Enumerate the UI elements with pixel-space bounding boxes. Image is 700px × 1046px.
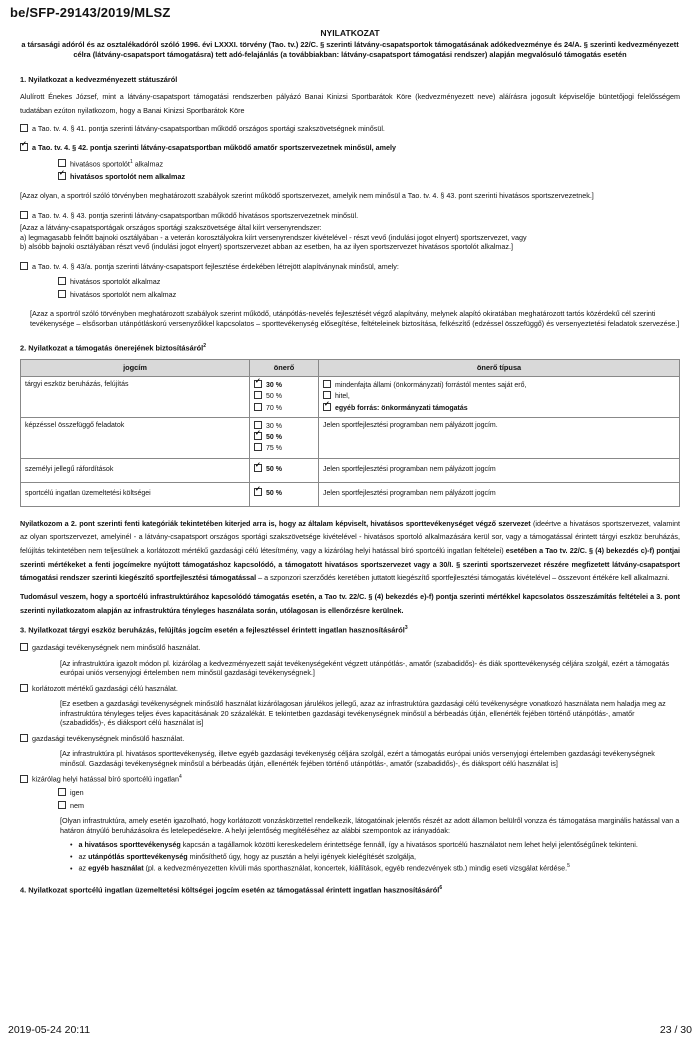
footnote-1-ref: 1: [129, 158, 133, 165]
usage-note-a: [Az infrastruktúra igazolt módon pl. kizárólag a kedvezményezett saját tevékenységeként végzett utánpótlás-, amatőr (szabadidős)- és diák sporttevékenység céljára szolgál, ezért a támogatás európai uniós versenyjogi értelemben nem minősül gazdasági tevékenységnek.]: [60, 658, 670, 678]
usage-note-d: [60, 816, 680, 873]
bullet-3-text: (pl. a kedvezményezetten kívüli más sporthasználat, koncertek, kiállítások, egyéb rendezvények stb.) mindig eseti vizsgálat kérdése.: [143, 863, 568, 873]
usage-option-b-label: korlátozott mértékű gazdasági célú használat.: [32, 683, 178, 693]
status-option-2-label: a Tao. tv. 4. § 42. pontja szerinti látvány-csapatsportban működő amatőr sportszervezetnek minősül, amely: [32, 143, 397, 153]
checkbox-empty-icon[interactable]: [20, 211, 28, 219]
table-cell-onero: [250, 377, 319, 418]
local-impact-yes[interactable]: [58, 788, 680, 798]
status-option-2[interactable]: [20, 143, 680, 153]
table-cell-onero-tipusa: [319, 377, 680, 418]
table-row: [21, 377, 680, 418]
checkbox-empty-icon[interactable]: [254, 421, 262, 429]
usage-option-d-label: kizárólag helyi hatással bíró sportcélú ingatlan: [32, 774, 180, 784]
usage-option-c-label: gazdasági tevékenységnek minősülő használat.: [32, 733, 185, 743]
usage-option-d[interactable]: [20, 774, 680, 784]
footnote-4-ref: 4: [179, 774, 182, 781]
checkbox-empty-icon[interactable]: [20, 734, 28, 742]
usage-note-d-text: [Olyan infrastruktúra, amely esetén igazolható, hogy korlátozott vonzáskörzettel rendelkezik, látogatóinak jelentős részét az adott államon belülről vonzza és támogatása marginális hatással van a határon átnyúló beruházásokra és letelepedésekre. A helyi jelentőség megítéléséhez az alábbi szempontok az irányadóak:: [60, 816, 680, 835]
checkbox-empty-icon[interactable]: [58, 788, 66, 796]
status-option-2a-tail: alkalmaz: [132, 159, 164, 169]
table-row: [21, 482, 680, 506]
usage-option-c[interactable]: [20, 734, 680, 744]
status-option-4[interactable]: [20, 262, 680, 272]
checkbox-empty-icon[interactable]: [20, 124, 28, 132]
section-2-paragraph-2: Tudomásul veszem, hogy a sportcélú infrastruktúrához kapcsolódó támogatás esetén, a Tao tv. 22/C. § (4) bekezdés e)-f) pontja szerinti mértékkel kapcsolatos összeszámítás feltételei a 3. pont szerinti nyilatkozatom alapján az infrastruktúra tényleges használata során, utólagosan is ellenőrzésre kerülnek.: [20, 591, 680, 615]
checkbox-empty-icon[interactable]: [323, 391, 331, 399]
onero-option[interactable]: [254, 391, 314, 401]
para1-text-b: (ideértve a hivatásos sportszervezet, valamint az olyan sportszervezet, amelyinél - a látvány-csapatsport országos sportági szakszövetsége kivételével - hivatásos sportoló alkalmazására kerül sor, vagy a támogatással érintett tárgyi eszköz beruházás, felújítás tekintetében nem teljesülnek a korlátozott mértékű gazdasági célú létesítmény, vagy a kizárólag helyi hatással bíró sportcélú ingatlan feltételei): [20, 518, 680, 555]
table-cell-onero-tipusa: Jelen sportfejlesztési programban nem pályázott jogcím: [319, 482, 680, 506]
onero-type-label: egyéb forrás: önkormányzati támogatás: [335, 404, 468, 412]
local-impact-no[interactable]: [58, 801, 680, 811]
table-cell-onero-tipusa: Jelen sportfejlesztési programban nem pályázott jogcím: [319, 458, 680, 482]
status-option-1-label: a Tao. tv. 4. § 41. pontja szerinti látvány-csapatsportban működő országos sportági szakszövetségnek minősül.: [32, 123, 385, 133]
status-note-3-line1: [Azaz a látvány-csapatsportágak országos sportági szakszövetsége által kiírt versenyrendszer:: [20, 223, 322, 233]
onero-option-label: 30 %: [266, 382, 282, 390]
checkbox-checked-icon[interactable]: [20, 143, 28, 151]
onero-type-label: hitel,: [335, 393, 350, 401]
bullet-2-bold: utánpótlás sporttevékenység: [88, 851, 188, 861]
title-main: NYILATKOZAT: [320, 28, 380, 38]
footnote-3-ref: 3: [404, 625, 408, 632]
status-option-2b[interactable]: [58, 172, 680, 182]
table-cell-onero: [250, 417, 319, 458]
onero-option-label: 30 %: [266, 422, 282, 430]
status-option-4a-label: hivatásos sportolót alkalmaz: [70, 277, 161, 287]
section-3-heading-text: 3. Nyilatkozat tárgyi eszköz beruházás, felújítás jogcím esetén a fejlesztéssel érintett ingatlan hasznosításáról: [20, 625, 405, 635]
onero-type-label: mindenfajta állami (önkormányzati) forrástól mentes saját erő,: [335, 382, 527, 390]
section-4-heading-text: 4. Nyilatkozat sportcélú ingatlan üzemeltetési költségei jogcím esetén az támogatással érintett ingatlan hasznosításáról: [20, 885, 440, 895]
status-note-4: [Azaz a sportról szóló törvényben meghatározott szabályok szerint működő, utánpótlás-nevelés fejlesztését végző alapítvány, melynek alapító okiratában meghatározott tartós közérdekű cél szerinti tevékenysége – elsősorban utánpótláskorú versenyzőkkel kapcsolatos – sporttevékenység elősegítése, feltételeinek biztosítása, felkészítő (edzéssel összefüggő) és versenyeztetési feladatok szervezése.]: [30, 309, 680, 328]
section-2-heading-text: 2. Nyilatkozat a támogatás önerejének biztosításáról: [20, 343, 204, 353]
table-cell-jogcim: képzéssel összefüggő feladatok: [21, 417, 250, 458]
onero-option[interactable]: [254, 464, 314, 474]
bullet-1-text: kapcsán a tagállamok közötti kereskedelem érintettsége fennáll, így a hivatásos sportcélú használatot nem lehet helyi jelentőségűnek tekinteni.: [180, 840, 638, 850]
checkbox-empty-icon[interactable]: [20, 684, 28, 692]
usage-option-b[interactable]: [20, 684, 680, 694]
onero-option[interactable]: [254, 421, 314, 431]
table-cell-onero-tipusa: Jelen sportfejlesztési programban nem pályázott jogcím.: [319, 417, 680, 458]
status-option-2a-label: hivatásos sportolót: [70, 159, 130, 169]
footnote-6-ref: 6: [439, 885, 443, 892]
local-impact-yes-label: igen: [70, 788, 84, 798]
onero-option-label: 50 %: [266, 434, 282, 442]
table-row: [21, 417, 680, 458]
title-subtitle: a társasági adóról és az osztalékadóról szóló 1996. évi LXXXI. törvény (Tao. tv.) 22/C. § szerinti látvány-csapatsportok támogatásának adókedvezménye és 24/A. § szerinti kedvezményezett célra (látvány-csapatsport támogatásra) tett adó-felajánlás (a továbbiakban: látvány-csapatsport támogatási rendszer) alapján megvalósuló támogatás esetén: [21, 40, 679, 59]
para1-bold-c: esetében a Tao tv. 22/C. § (4) bekezdés c)-f) pontjai szerinti mértékeket a fenti jogcímekre nyújtott támogatáshoz kapcsolódó, a támogatott hivatásos sportszervezet vagy a 30/I. § szerinti sportszervezet részére megfizetett látvány-csapatsport támogatási rendszer szerinti kiegészítő sportfejlesztési támogatással: [20, 545, 680, 583]
status-option-2a[interactable]: [58, 159, 680, 169]
own-resource-table: [20, 359, 680, 506]
checkbox-empty-icon[interactable]: [323, 380, 331, 388]
status-option-2b-label: hivatásos sportolót nem alkalmaz: [70, 171, 186, 181]
checkbox-empty-icon[interactable]: [20, 643, 28, 651]
usage-option-a-label: gazdasági tevékenységnek nem minősülő használat.: [32, 643, 201, 653]
page-number: 23 / 30: [659, 1024, 692, 1036]
status-note-1: [Azaz olyan, a sportról szóló törvényben meghatározott szabályok szerint működő sportszervezet, amelyik nem minősül a Tao. tv. 4. § 43. pont szerinti hivatásos sportszervezetnek.]: [20, 191, 594, 201]
onero-option[interactable]: [254, 403, 314, 413]
onero-option-label: 50 %: [266, 393, 282, 401]
onero-type-option[interactable]: [323, 391, 675, 401]
section-4-heading: [20, 885, 680, 895]
column-header-onero: önerő: [250, 360, 319, 377]
checkbox-checked-icon[interactable]: [254, 380, 262, 388]
table-cell-jogcim: sportcélú ingatlan üzemeltetési költségei: [21, 482, 250, 506]
checkbox-checked-icon[interactable]: [254, 464, 262, 472]
checkbox-checked-icon[interactable]: [254, 432, 262, 440]
status-option-4-label: a Tao. tv. 4. § 43/a. pontja szerinti látvány-csapatsport fejlesztése érdekében létrejött alapítványnak minősül, amely:: [32, 261, 399, 271]
status-option-4b[interactable]: [58, 290, 680, 300]
onero-option-label: 50 %: [266, 490, 282, 498]
table-cell-jogcim: tárgyi eszköz beruházás, felújítás: [21, 377, 250, 418]
status-option-4b-label: hivatásos sportolót nem alkalmaz: [70, 289, 177, 299]
local-impact-no-label: nem: [70, 800, 84, 810]
footnote-2-ref: 2: [203, 343, 206, 350]
bullet-1-bold: a hivatásos sporttevékenység: [78, 840, 181, 850]
footnote-5-ref: 5: [567, 863, 570, 870]
checkbox-empty-icon[interactable]: [20, 262, 28, 270]
onero-option[interactable]: [254, 432, 314, 442]
bullet-2-text: minősíthető úgy, hogy az pusztán a helyi igények kielégítését szolgálja,: [187, 851, 416, 861]
column-header-jogcim: jogcím: [21, 360, 250, 377]
section-3-heading: [20, 625, 680, 635]
onero-type-option[interactable]: [323, 403, 675, 413]
list-item: [70, 863, 680, 873]
usage-note-b: [Ez esetben a gazdasági tevékenységnek minősülő használat kizárólagosan járulékos jellegű, azaz az infrastruktúra gazdasági célú tevékenységre vonatkozó használata nem haladja meg az infrastruktúra tényleges teljes éves kapacitásának 20 százalékát. E tekintetben gazdasági tevékenységnek minősül a bérbeadás útján, ellenérték fejében történő utánpótlás-, amatőr (szabadidős)-, és diáksport célú használat is]: [60, 699, 666, 728]
section-2-paragraph-1: [20, 517, 680, 585]
checkbox-empty-icon[interactable]: [58, 277, 66, 285]
checkbox-empty-icon[interactable]: [254, 391, 262, 399]
bullet-2-prefix: az: [78, 851, 89, 861]
checkbox-empty-icon[interactable]: [58, 159, 66, 167]
table-cell-onero: [250, 482, 319, 506]
checkbox-empty-icon[interactable]: [254, 443, 262, 451]
onero-option[interactable]: [254, 443, 314, 453]
status-option-4a[interactable]: [58, 277, 680, 287]
declaration-page: [20, 28, 680, 901]
checkbox-checked-icon[interactable]: [58, 172, 66, 180]
status-option-1[interactable]: [20, 124, 680, 134]
para1-text-d: – a szponzori szerződés keretében juttatott kiegészítő sportfejlesztési támogatás kivételével – összevont értékére kell alkalmazni.: [256, 573, 670, 583]
para1-bold-a: Nyilatkozom a 2. pont szerinti fenti kategóriák tekintetében kiterjed arra is, hogy az általam képviselt, hivatásos sporttevékenységet végző szervezet: [20, 518, 531, 528]
usage-note-c: [Az infrastruktúra pl. hivatásos sporttevékenység, illetve egyéb gazdasági tevékenység céljára szolgál, ezért a támogatás európai uniós versenyjogi értelemben gazdasági tevékenységnek minősül. Gazdasági tevékenységnek minősül a bérbeadás útján, ellenérték fejében történő utánpótlás-, amatőr (szabadidős)-, és diáksport célú használat is]: [60, 749, 655, 768]
table-cell-jogcim: személyi jellegű ráfordítások: [21, 458, 250, 482]
status-note-3-line3: b) alsóbb bajnoki osztályában részt vevő (indulási jogot elnyert) sportszervezet abban az esetben, ha az ilyen sportszervezet hivatásos sportolót alkalmaz.]: [20, 242, 514, 252]
list-item: [70, 840, 680, 850]
list-item: [70, 852, 680, 862]
checkbox-checked-icon[interactable]: [254, 488, 262, 496]
usage-option-a[interactable]: [20, 643, 680, 653]
onero-option[interactable]: [254, 488, 314, 498]
document-id: be/SFP-29143/2019/MLSZ: [10, 5, 171, 20]
table-cell-onero: [250, 458, 319, 482]
onero-option-label: 50 %: [266, 466, 282, 474]
status-option-3[interactable]: [20, 211, 680, 221]
checkbox-empty-icon[interactable]: [20, 775, 28, 783]
checkbox-empty-icon[interactable]: [58, 801, 66, 809]
onero-option-label: 75 %: [266, 445, 282, 453]
column-header-onero-tipusa: önerő típusa: [319, 360, 680, 377]
status-option-3-label: a Tao. tv. 4. § 43. pontja szerinti látvány-csapatsportban működő hivatásos sportszervezetnek minősül.: [32, 210, 359, 220]
checkbox-empty-icon[interactable]: [254, 403, 262, 411]
footer-timestamp: 2019-05-24 20:11: [8, 1024, 91, 1036]
onero-option-label: 70 %: [266, 404, 282, 412]
table-row: [21, 458, 680, 482]
onero-type-option[interactable]: [323, 380, 675, 390]
document-title: [20, 28, 680, 60]
onero-option[interactable]: [254, 380, 314, 390]
checkbox-checked-icon[interactable]: [323, 403, 331, 411]
section-1-intro: Alulírott Énekes József, mint a látvány-csapatsport támogatási rendszerben pályázó Banai Kinizsi Sportbarátok Köre (kedvezményezett neve) aláírásra jogosult képviselője büntetőjogi felelősségem tudatában ezúton nyilatkozom, hogy a Banai Kinizsi Sportbarátok Köre: [20, 92, 680, 116]
checkbox-empty-icon[interactable]: [58, 290, 66, 298]
bullet-3-bold: egyéb használat: [88, 863, 144, 873]
section-2-heading: [20, 343, 680, 353]
section-1-heading: 1. Nyilatkozat a kedvezményezett státuszáról: [20, 74, 178, 84]
bullet-3-prefix: az: [78, 863, 89, 873]
status-note-3-line2: a) legmagasabb felnőtt bajnoki osztályában - a veterán korosztályokra kiírt versenyrendszer kivételével - részt vevő (indulási jogot elnyert) sportszervezet, vagy: [20, 232, 527, 242]
status-note-3: [20, 223, 680, 252]
